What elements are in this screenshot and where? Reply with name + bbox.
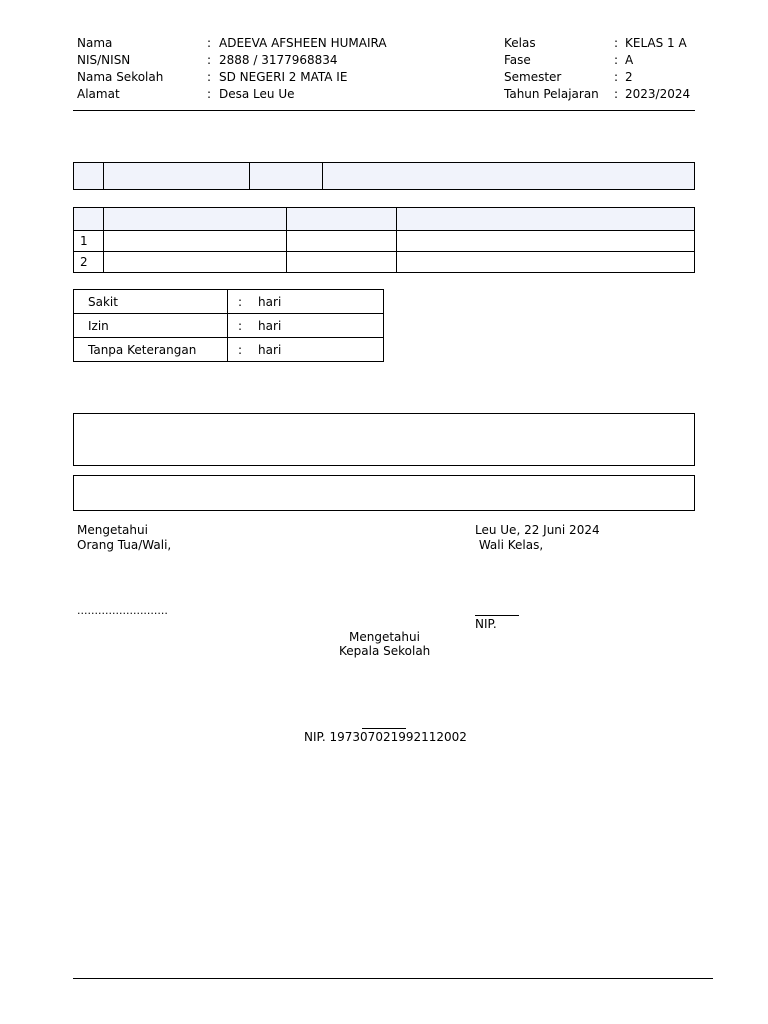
principal-nip: NIP. 197307021992112002: [304, 730, 467, 744]
attendance-unit: hari: [258, 318, 282, 333]
attendance-value: [228, 290, 384, 314]
attendance-row: [74, 290, 384, 314]
attendance-separator: :: [238, 294, 243, 309]
extracurricular-header-cell: [397, 208, 695, 231]
table-row: [74, 231, 695, 252]
attendance-label: Sakit: [74, 290, 228, 314]
table-cell: [397, 231, 695, 252]
nisn-value: 2888 / 3177968834: [219, 53, 338, 67]
header-divider: [73, 110, 695, 111]
name-value: ADEEVA AFSHEEN HUMAIRA: [219, 36, 387, 50]
extracurricular-table-header: [74, 208, 695, 231]
row-number: 1: [74, 231, 104, 252]
table-cell: [287, 231, 397, 252]
name-label: Nama: [77, 36, 113, 50]
table-cell: [104, 231, 287, 252]
homeroom-title: Wali Kelas,: [475, 538, 544, 552]
parent-acknowledge: Mengetahui: [77, 523, 148, 537]
extracurricular-header-cell: [287, 208, 397, 231]
place-date: Leu Ue, 22 Juni 2024: [475, 523, 600, 537]
grades-table-header: [74, 163, 695, 190]
grades-header-cell: [104, 163, 250, 190]
principal-title: Kepala Sekolah: [339, 644, 431, 658]
phase-separator: :: [614, 53, 619, 67]
school-year-label: Tahun Pelajaran: [504, 87, 599, 101]
nisn-separator: :: [207, 53, 212, 67]
address-label: Alamat: [77, 87, 120, 101]
extracurricular-header-cell: [104, 208, 287, 231]
address-separator: :: [207, 87, 212, 101]
attendance-label: Izin: [74, 314, 228, 338]
phase-label: Fase: [504, 53, 531, 67]
homeroom-signature-line: [475, 615, 519, 616]
class-value: KELAS 1 A: [625, 36, 687, 50]
parent-title: Orang Tua/Wali,: [77, 538, 172, 552]
phase-value: A: [625, 53, 634, 67]
parent-signature-name: ..........................: [77, 604, 168, 617]
notes-box: [73, 413, 695, 466]
attendance-separator: :: [238, 318, 243, 333]
attendance-row: [74, 338, 384, 362]
attendance-table: [73, 289, 384, 362]
school-label: Nama Sekolah: [77, 70, 164, 84]
school-value: SD NEGERI 2 MATA IE: [219, 70, 348, 84]
attendance-label: Tanpa Keterangan: [74, 338, 228, 362]
decision-box: [73, 475, 695, 511]
school-year-value: 2023/2024: [625, 87, 691, 101]
semester-label: Semester: [504, 70, 562, 84]
footer-divider: [73, 978, 713, 979]
school-year-separator: :: [614, 87, 619, 101]
nisn-label: NIS/NISN: [77, 53, 131, 67]
attendance-unit: hari: [258, 342, 282, 357]
semester-value: 2: [625, 70, 633, 84]
homeroom-nip: NIP.: [475, 617, 497, 631]
grades-header-cell: [323, 163, 695, 190]
attendance-value: [228, 338, 384, 362]
grades-header-cell: [74, 163, 104, 190]
extracurricular-header-cell: [74, 208, 104, 231]
class-label: Kelas: [504, 36, 536, 50]
grades-header-cell: [250, 163, 323, 190]
row-number: 2: [74, 252, 104, 273]
attendance-value: [228, 314, 384, 338]
address-value: Desa Leu Ue: [219, 87, 295, 101]
grades-table: [73, 162, 695, 190]
school-separator: :: [207, 70, 212, 84]
name-separator: :: [207, 36, 212, 50]
table-row: [74, 252, 695, 273]
table-cell: [104, 252, 287, 273]
semester-separator: :: [614, 70, 619, 84]
principal-signature-line: [362, 728, 406, 729]
extracurricular-table: [73, 207, 695, 273]
attendance-unit: hari: [258, 294, 282, 309]
attendance-row: [74, 314, 384, 338]
table-cell: [397, 252, 695, 273]
principal-acknowledge: Mengetahui: [349, 630, 420, 644]
class-separator: :: [614, 36, 619, 50]
attendance-separator: :: [238, 342, 243, 357]
table-cell: [287, 252, 397, 273]
